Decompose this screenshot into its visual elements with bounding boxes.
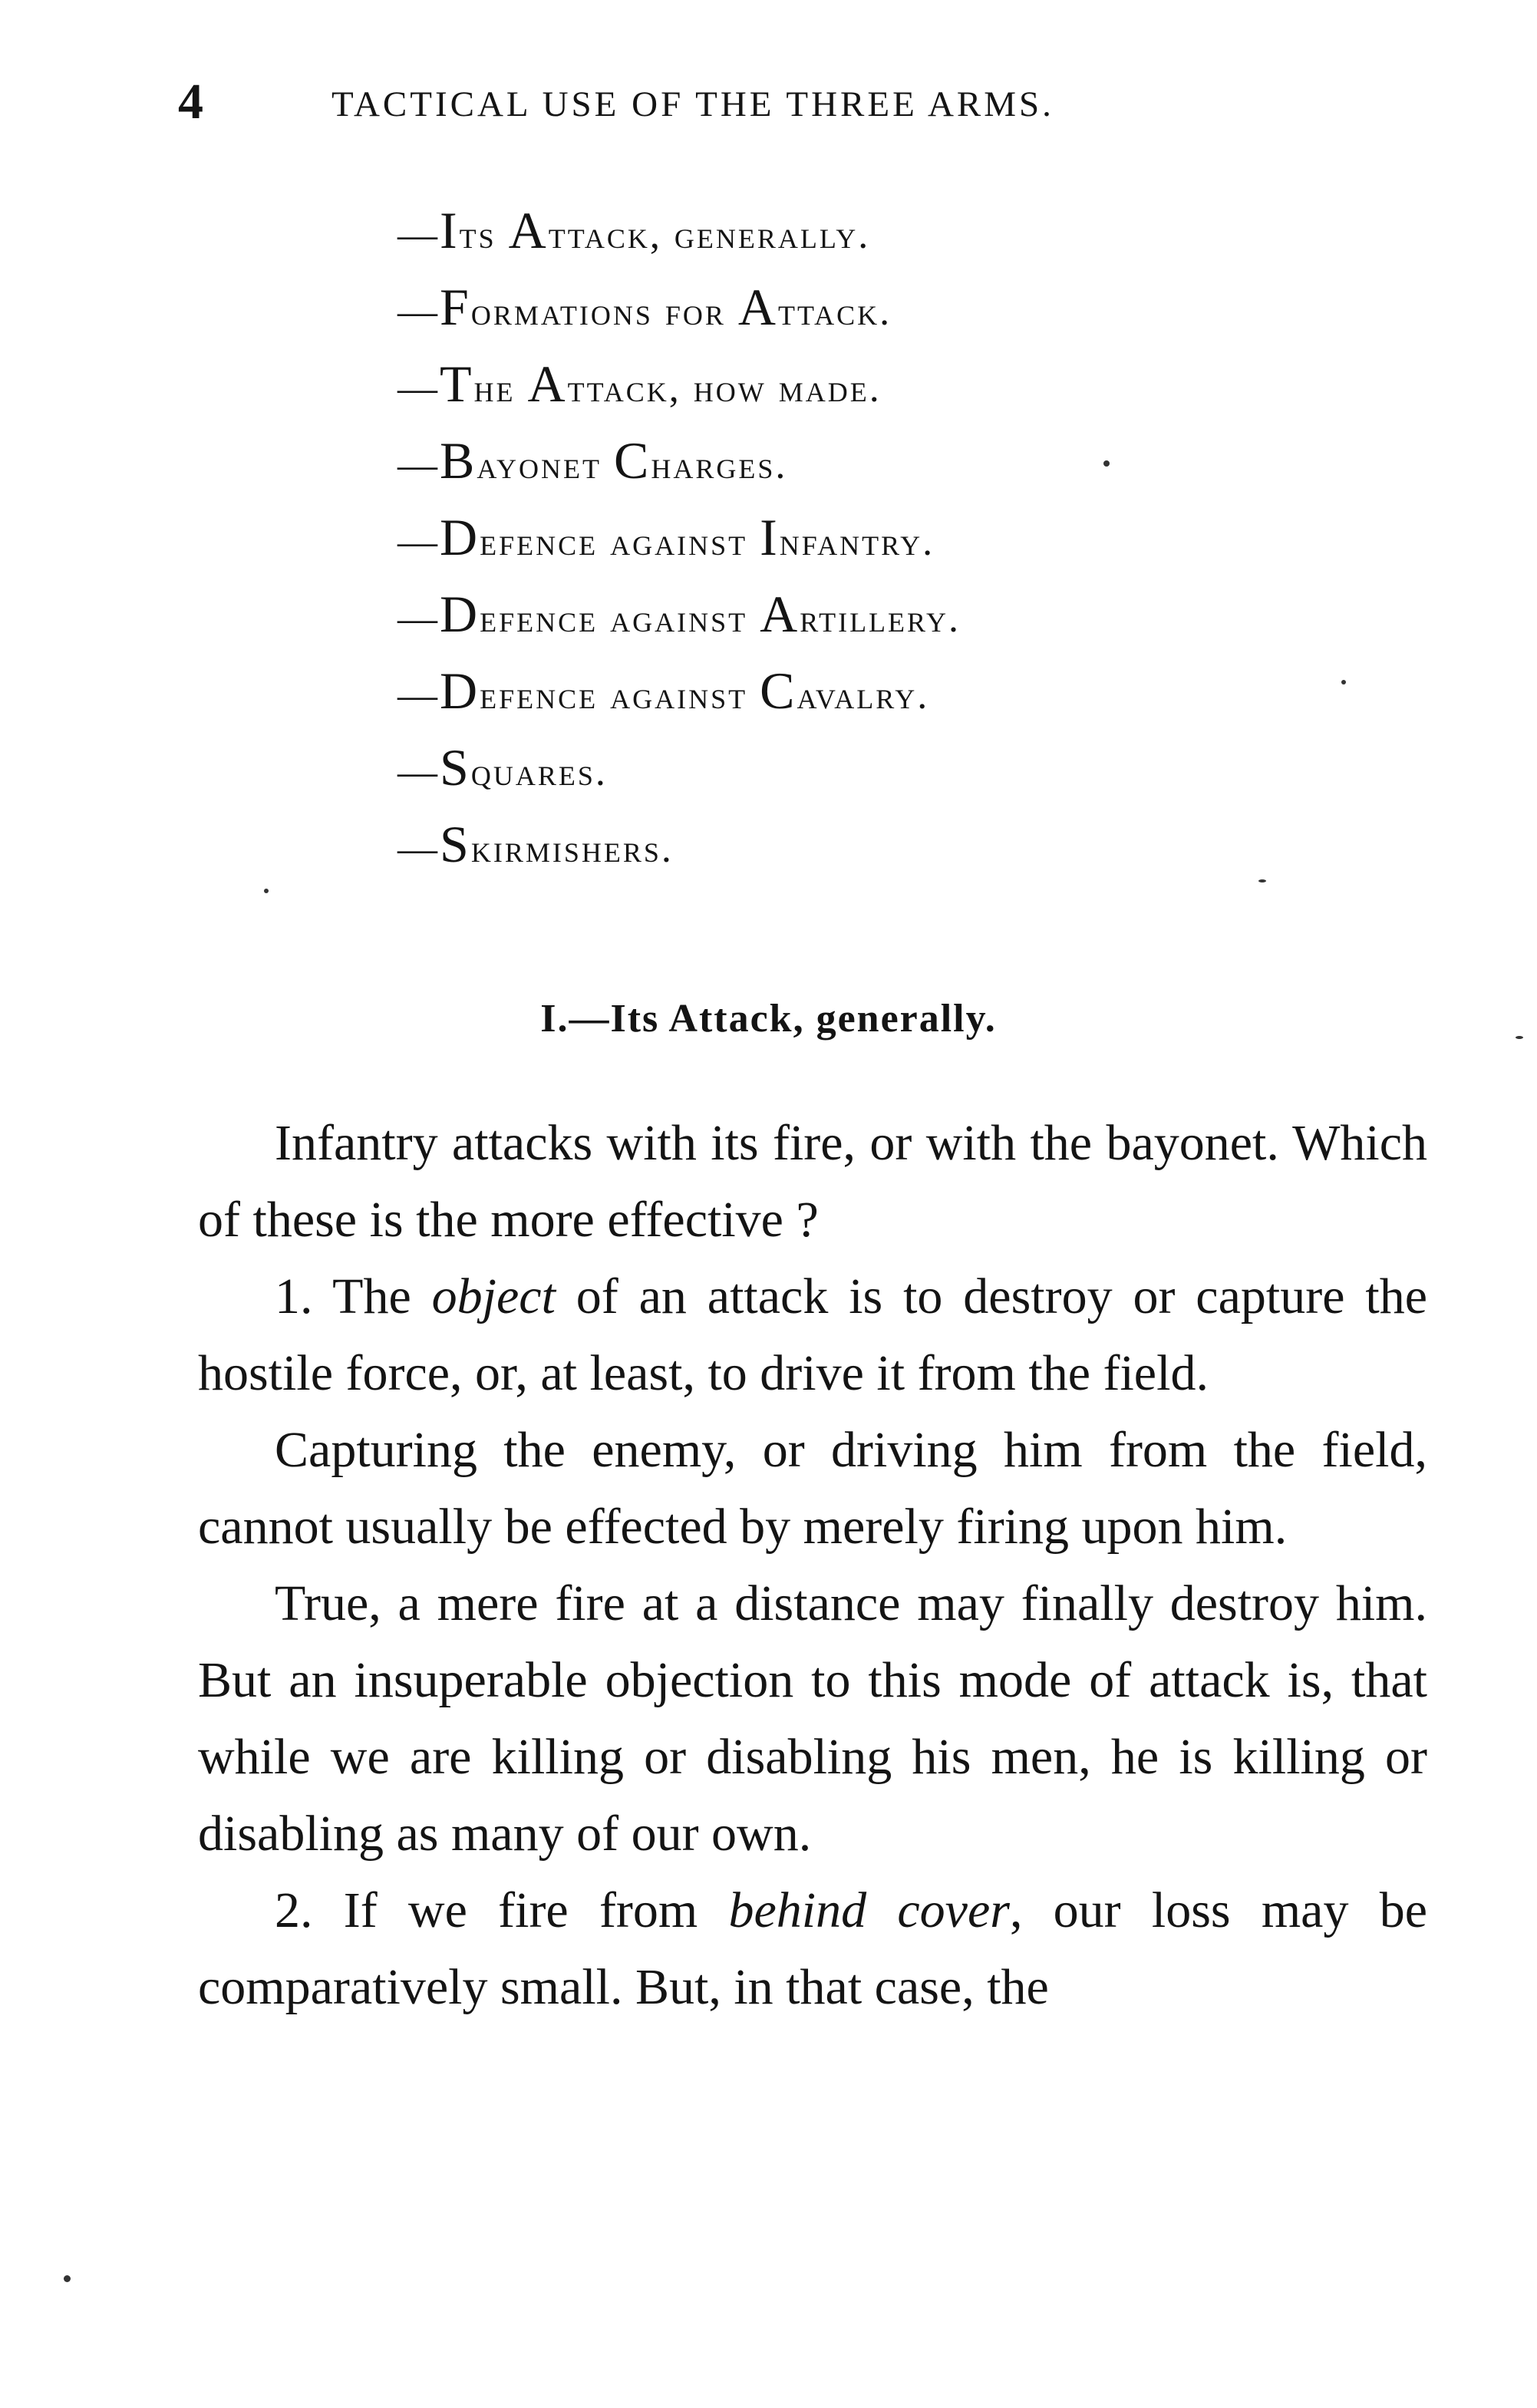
toc-item-title: —The Attack, how made. <box>397 355 882 413</box>
scan-speck <box>1258 879 1266 882</box>
scan-speck <box>264 889 269 893</box>
section-heading: I.—Its Attack, generally. <box>540 997 997 1041</box>
italic-phrase: object <box>431 1268 556 1324</box>
running-title: TACTICAL USE OF THE THREE ARMS. <box>331 84 1054 124</box>
scan-speck <box>1516 1036 1523 1039</box>
paragraph <box>198 1258 1427 1412</box>
toc-item-title: —Formations for Attack. <box>397 278 892 336</box>
page-number: 4 <box>178 74 203 130</box>
toc-item-title: —Its Attack, generally. <box>397 201 871 259</box>
toc-item-title: —Defence against Artillery. <box>397 585 961 643</box>
toc-item-title: —Bayonet Charges. <box>397 431 788 490</box>
scan-speck <box>1103 460 1110 467</box>
toc-item-title: —Skirmishers. <box>397 815 674 873</box>
toc-item-title: —Squares. <box>397 738 608 797</box>
toc-item-title: —Defence against Cavalry. <box>397 661 930 720</box>
paragraph-text: 1. The <box>275 1268 432 1324</box>
paragraph: Capturing the enemy, or driving him from the field, cannot usually be effected by merely firing upon him. <box>198 1422 1427 1555</box>
paragraph: True, a mere fire at a distance may finally destroy him. But an insuperable objection to this mode of attack is, that while we are killing or disabling his men, he is killing or disabling as many of our own. <box>198 1575 1427 1862</box>
scan-speck <box>64 2275 71 2282</box>
paragraph <box>198 1872 1427 2026</box>
paragraph: Infantry attacks with its fire, or with the bayonet. Which of these is the more effective ? <box>198 1115 1427 1248</box>
italic-phrase: behind cover <box>728 1882 1010 1938</box>
paragraph-text: 2. If we fire from <box>275 1882 729 1938</box>
paragraph-text: of an attack is to destroy or capture the hostile force, or, at least, to drive it from the field. <box>198 1268 1427 1401</box>
toc-item-title: —Defence against Infantry. <box>397 508 935 566</box>
page-header <box>178 73 1283 142</box>
paragraph-text: , our loss may be comparatively small. But, in that case, the <box>198 1882 1428 2015</box>
scan-speck <box>1341 680 1346 684</box>
body-text <box>198 1105 1427 2026</box>
